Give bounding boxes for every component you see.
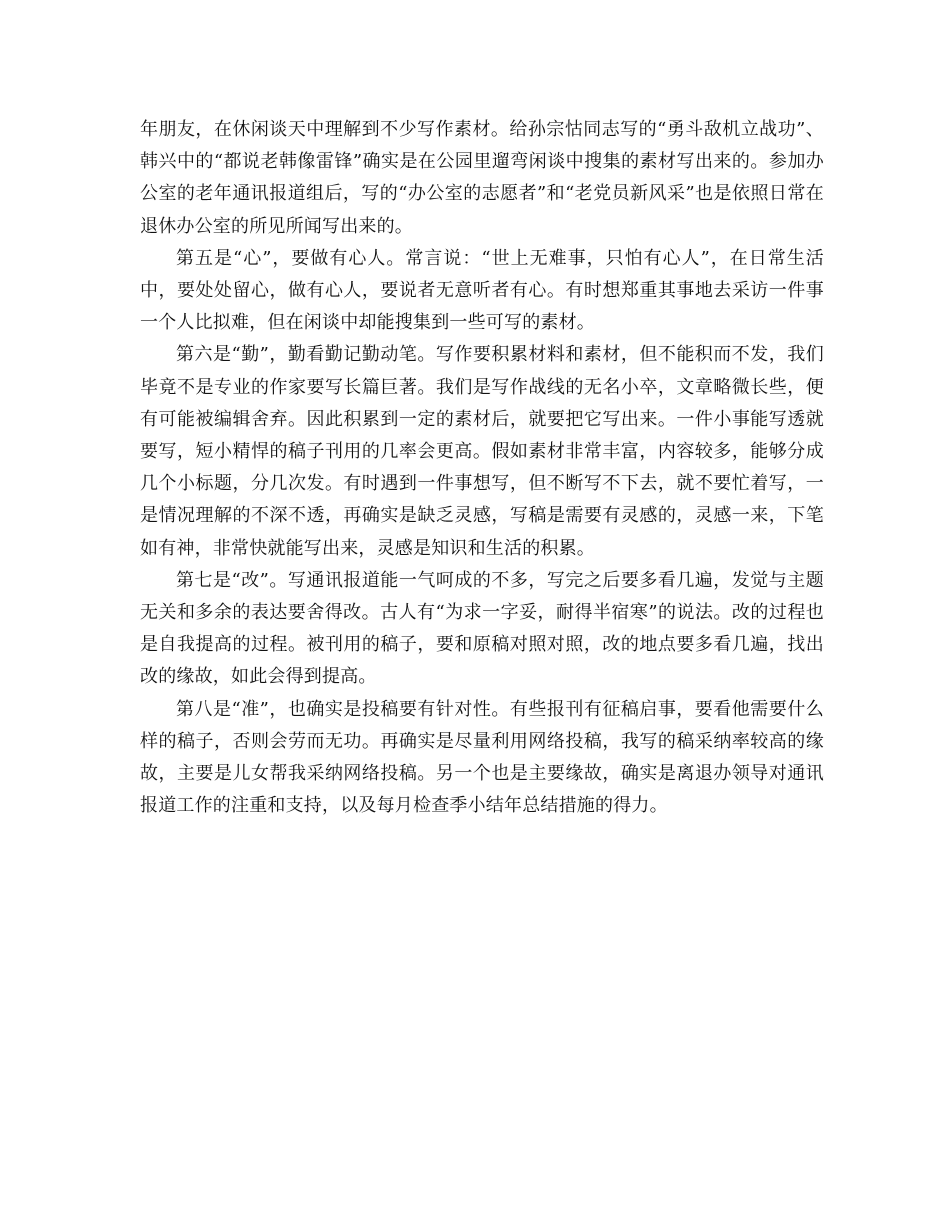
paragraph-continuation: 年朋友，在休闲谈天中理解到不少写作素材。给孙宗怙同志写的“勇斗敌机立战功”、韩兴中的“都说老韩像雷锋”确实是在公园里遛弯闲谈中搜集的素材写出来的。参加办公室的老年通讯报道组后，写的“办公室的志愿者”和“老党员新风采”也是依照日常在退休办公室的所见所闻写出来的。 (140, 119, 824, 237)
paragraph-eighth-accuracy: 第八是“准”，也确实是投稿要有针对性。有些报刊有征稿启事，要看他需要什么样的稿子，否则会劳而无功。再确实是尽量利用网络投稿，我写的稿采纳率较高的缘故，主要是儿女帮我采纳网络投稿。另一个也是主要缘故，确实是离退办领导对通讯报道工作的注重和支持，以及每月检查季小结年总结措施的得力。 (140, 698, 824, 817)
document-body (140, 114, 824, 822)
paragraph-fifth-heart: 第五是“心”，要做有心人。常言说：“世上无难事，只怕有心人”，在日常生活中，要处处留心，做有心人，要说者无意听者有心。有时想郑重其事地去采访一件事一个人比拟难，但在闲谈中却能搜集到一些可写的素材。 (140, 247, 824, 334)
paragraph-sixth-diligence: 第六是“勤”，勤看勤记勤动笔。写作要积累材料和素材，但不能积而不发，我们毕竟不是专业的作家要写长篇巨著。我们是写作战线的无名小卒，文章略微长些，便有可能被编辑舍弃。因此积累到一定的素材后，就要把它写出来。一件小事能写透就要写，短小精悍的稿子刊用的几率会更高。假如素材非常丰富，内容较多，能够分成几个小标题，分几次发。有时遇到一件事想写，但不断写不下去，就不要忙着写，一是情况理解的不深不透，再确实是缺乏灵感，写稿是需要有灵感的，灵感一来，下笔如有神，非常快就能写出来，灵感是知识和生活的积累。 (140, 344, 824, 559)
paragraph-seventh-revise: 第七是“改”。写通讯报道能一气呵成的不多，写完之后要多看几遍，发觉与主题无关和多余的表达要舍得改。古人有“为求一字妥，耐得半宿寒”的说法。改的过程也是自我提高的过程。被刊用的稿子，要和原稿对照对照，改的地点要多看几遍，找出改的缘故，如此会得到提高。 (140, 569, 824, 688)
